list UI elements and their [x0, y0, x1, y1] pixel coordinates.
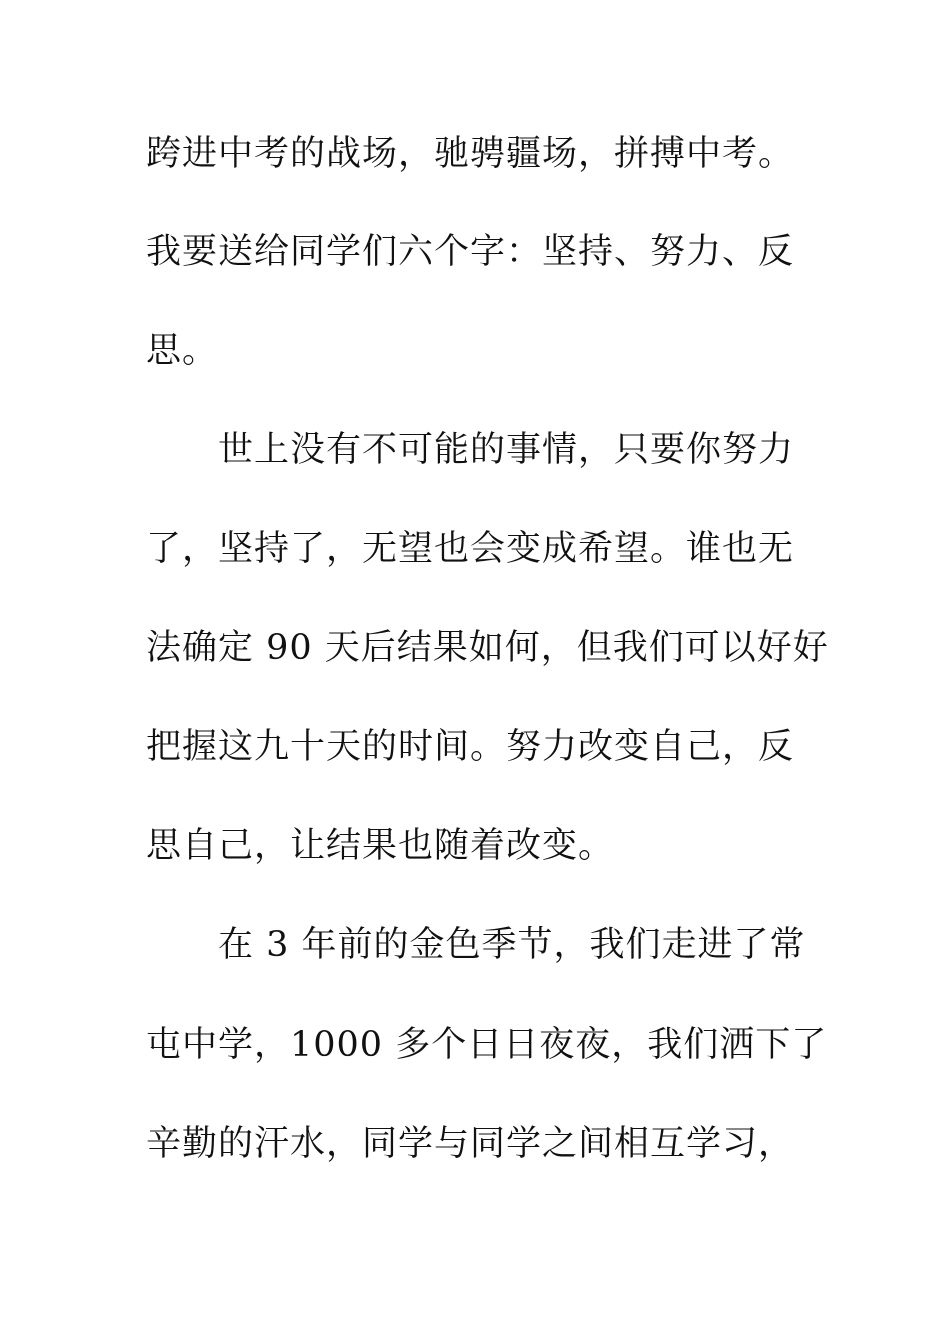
text-line-7: 把握这九十天的时间。努力改变自己，反 [146, 727, 795, 767]
text-line-6: 法确定 90 天后结果如何，但我们可以好好 [146, 628, 829, 668]
text-line-2: 我要送给同学们六个字：坚持、努力、反 [146, 232, 795, 272]
text-line-1: 跨进中考的战场，驰骋疆场，拼搏中考。 [146, 134, 795, 174]
text-line-8: 思自己，让结果也随着改变。 [146, 826, 615, 866]
text-line-9: 在 3 年前的金色季节，我们走进了常 [218, 925, 806, 965]
text-line-10: 屯中学，1000 多个日日夜夜，我们洒下了 [146, 1025, 828, 1065]
text-line-3: 思。 [146, 331, 219, 371]
text-line-4: 世上没有不可能的事情，只要你努力 [218, 430, 795, 470]
text-line-11: 辛勤的汗水，同学与同学之间相互学习， [146, 1124, 795, 1164]
text-line-5: 了，坚持了，无望也会变成希望。谁也无 [146, 529, 795, 569]
